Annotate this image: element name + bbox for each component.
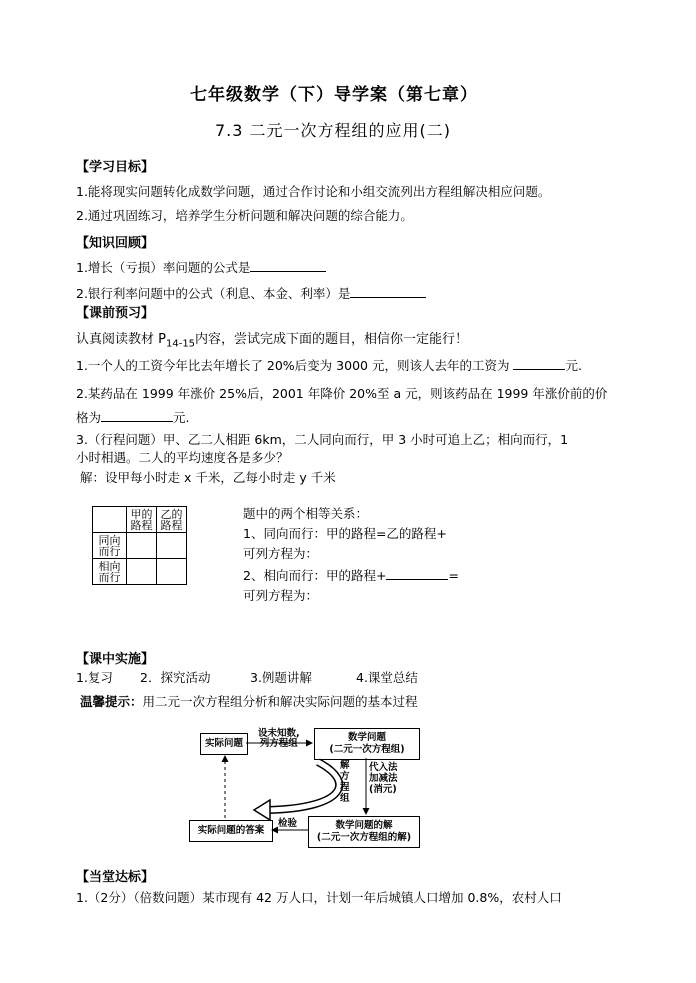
preview-q3-answer: 解：设甲每小时走 x 千米，乙每小时走 y 千米 [80,470,336,485]
review-heading: 【知识回顾】 [76,236,155,251]
step-2: 2．探究活动 [140,670,211,685]
preview-q1-unit: 元. [565,358,582,373]
relation-2-text: 2、相向而行：甲的路程+ [243,568,387,583]
goals-heading: 【学习目标】 [76,160,155,175]
flow-real-problem: 实际问题 [200,733,248,755]
relations-heading: 题中的两个相等关系： [243,506,369,521]
implementation-heading: 【课中实施】 [76,652,155,667]
flow-set-unknown: 设未知数, 列方程组 [258,728,300,749]
table-header-yi: 乙的 路程 [157,507,187,533]
table-row-label-same: 同向 而行 [93,533,127,559]
relation-2-equals: = [448,568,459,583]
preview-q3-line1: 3.（行程问题）甲、乙二人相距 6km，二人同向而行，甲 3 小时可追上乙；相向而行，1 [76,432,569,447]
flow-real-answer: 实际问题的答案 [189,820,273,842]
relation-1: 1、同向而行：甲的路程=乙的路程+ [243,526,447,541]
goal-item-2: 2.通过巩固练习，培养学生分析问题和解决问题的综合能力。 [76,208,413,223]
preview-intro-b: 内容，尝试完成下面的题目，相信你一定能行！ [195,332,469,347]
tip-label: 温馨提示： [80,694,143,709]
review-item-2-text: 2.银行利率问题中的公式（利息、本金、利率）是 [76,286,351,301]
equation-1-label: 可列方程为： [243,546,319,561]
assessment-heading: 【当堂达标】 [76,870,155,885]
flow-check: 检验 [278,818,298,829]
preview-q2-line1: 2.某药品在 1999 年涨价 25%后，2001 年降价 20%至 a 元，则该药品在 1999 年涨价前的价 [76,386,608,401]
step-4: 4.课堂总结 [356,670,418,685]
preview-q2-unit: 元. [173,410,190,425]
page-subtitle: 7.3 二元一次方程组的应用(二) [215,121,452,140]
page-title: 七年级数学（下）导学案（第七章） [190,85,478,105]
flow-solve: 解 方 程 组 [340,760,350,804]
flow-math-solution: 数学问题的解 (二元一次方程组的解) [308,816,420,848]
preview-heading: 【课前预习】 [76,306,155,321]
preview-intro-pages: 14-15 [165,338,196,350]
preview-q1-text: 1.一个人的工资今年比去年增长了 20%后变为 3000 元，则该人去年的工资为 [76,358,510,373]
review-item-1-text: 1.增长（亏损）率问题的公式是 [76,260,251,275]
flow-methods: 代入法 加减法 (消元) [369,762,398,795]
table-header-jia: 甲的 路程 [127,507,157,533]
step-3: 3.例题讲解 [250,670,312,685]
preview-q3-line2: 小时相遇。二人的平均速度各是多少？ [76,450,289,465]
table-row-label-opposite: 相向 而行 [93,559,127,585]
preview-intro-a: 认真阅读教材 P [76,332,166,347]
preview-q2-text: 格为 [76,410,102,425]
goal-item-1: 1.能将现实问题转化成数学问题，通过合作讨论和小组交流列出方程组解决相应问题。 [76,184,551,199]
step-1: 1.复习 [76,670,113,685]
assessment-q1: 1.（2分）（倍数问题）某市现有 42 万人口，计划一年后城镇人口增加 0.8%，农村人口 [76,890,562,905]
tip-text: 用二元一次方程组分析和解决实际问题的基本过程 [142,694,418,709]
flow-math-problem: 数学问题 (二元一次方程组) [314,728,420,760]
equation-2-label: 可列方程为： [243,588,319,603]
